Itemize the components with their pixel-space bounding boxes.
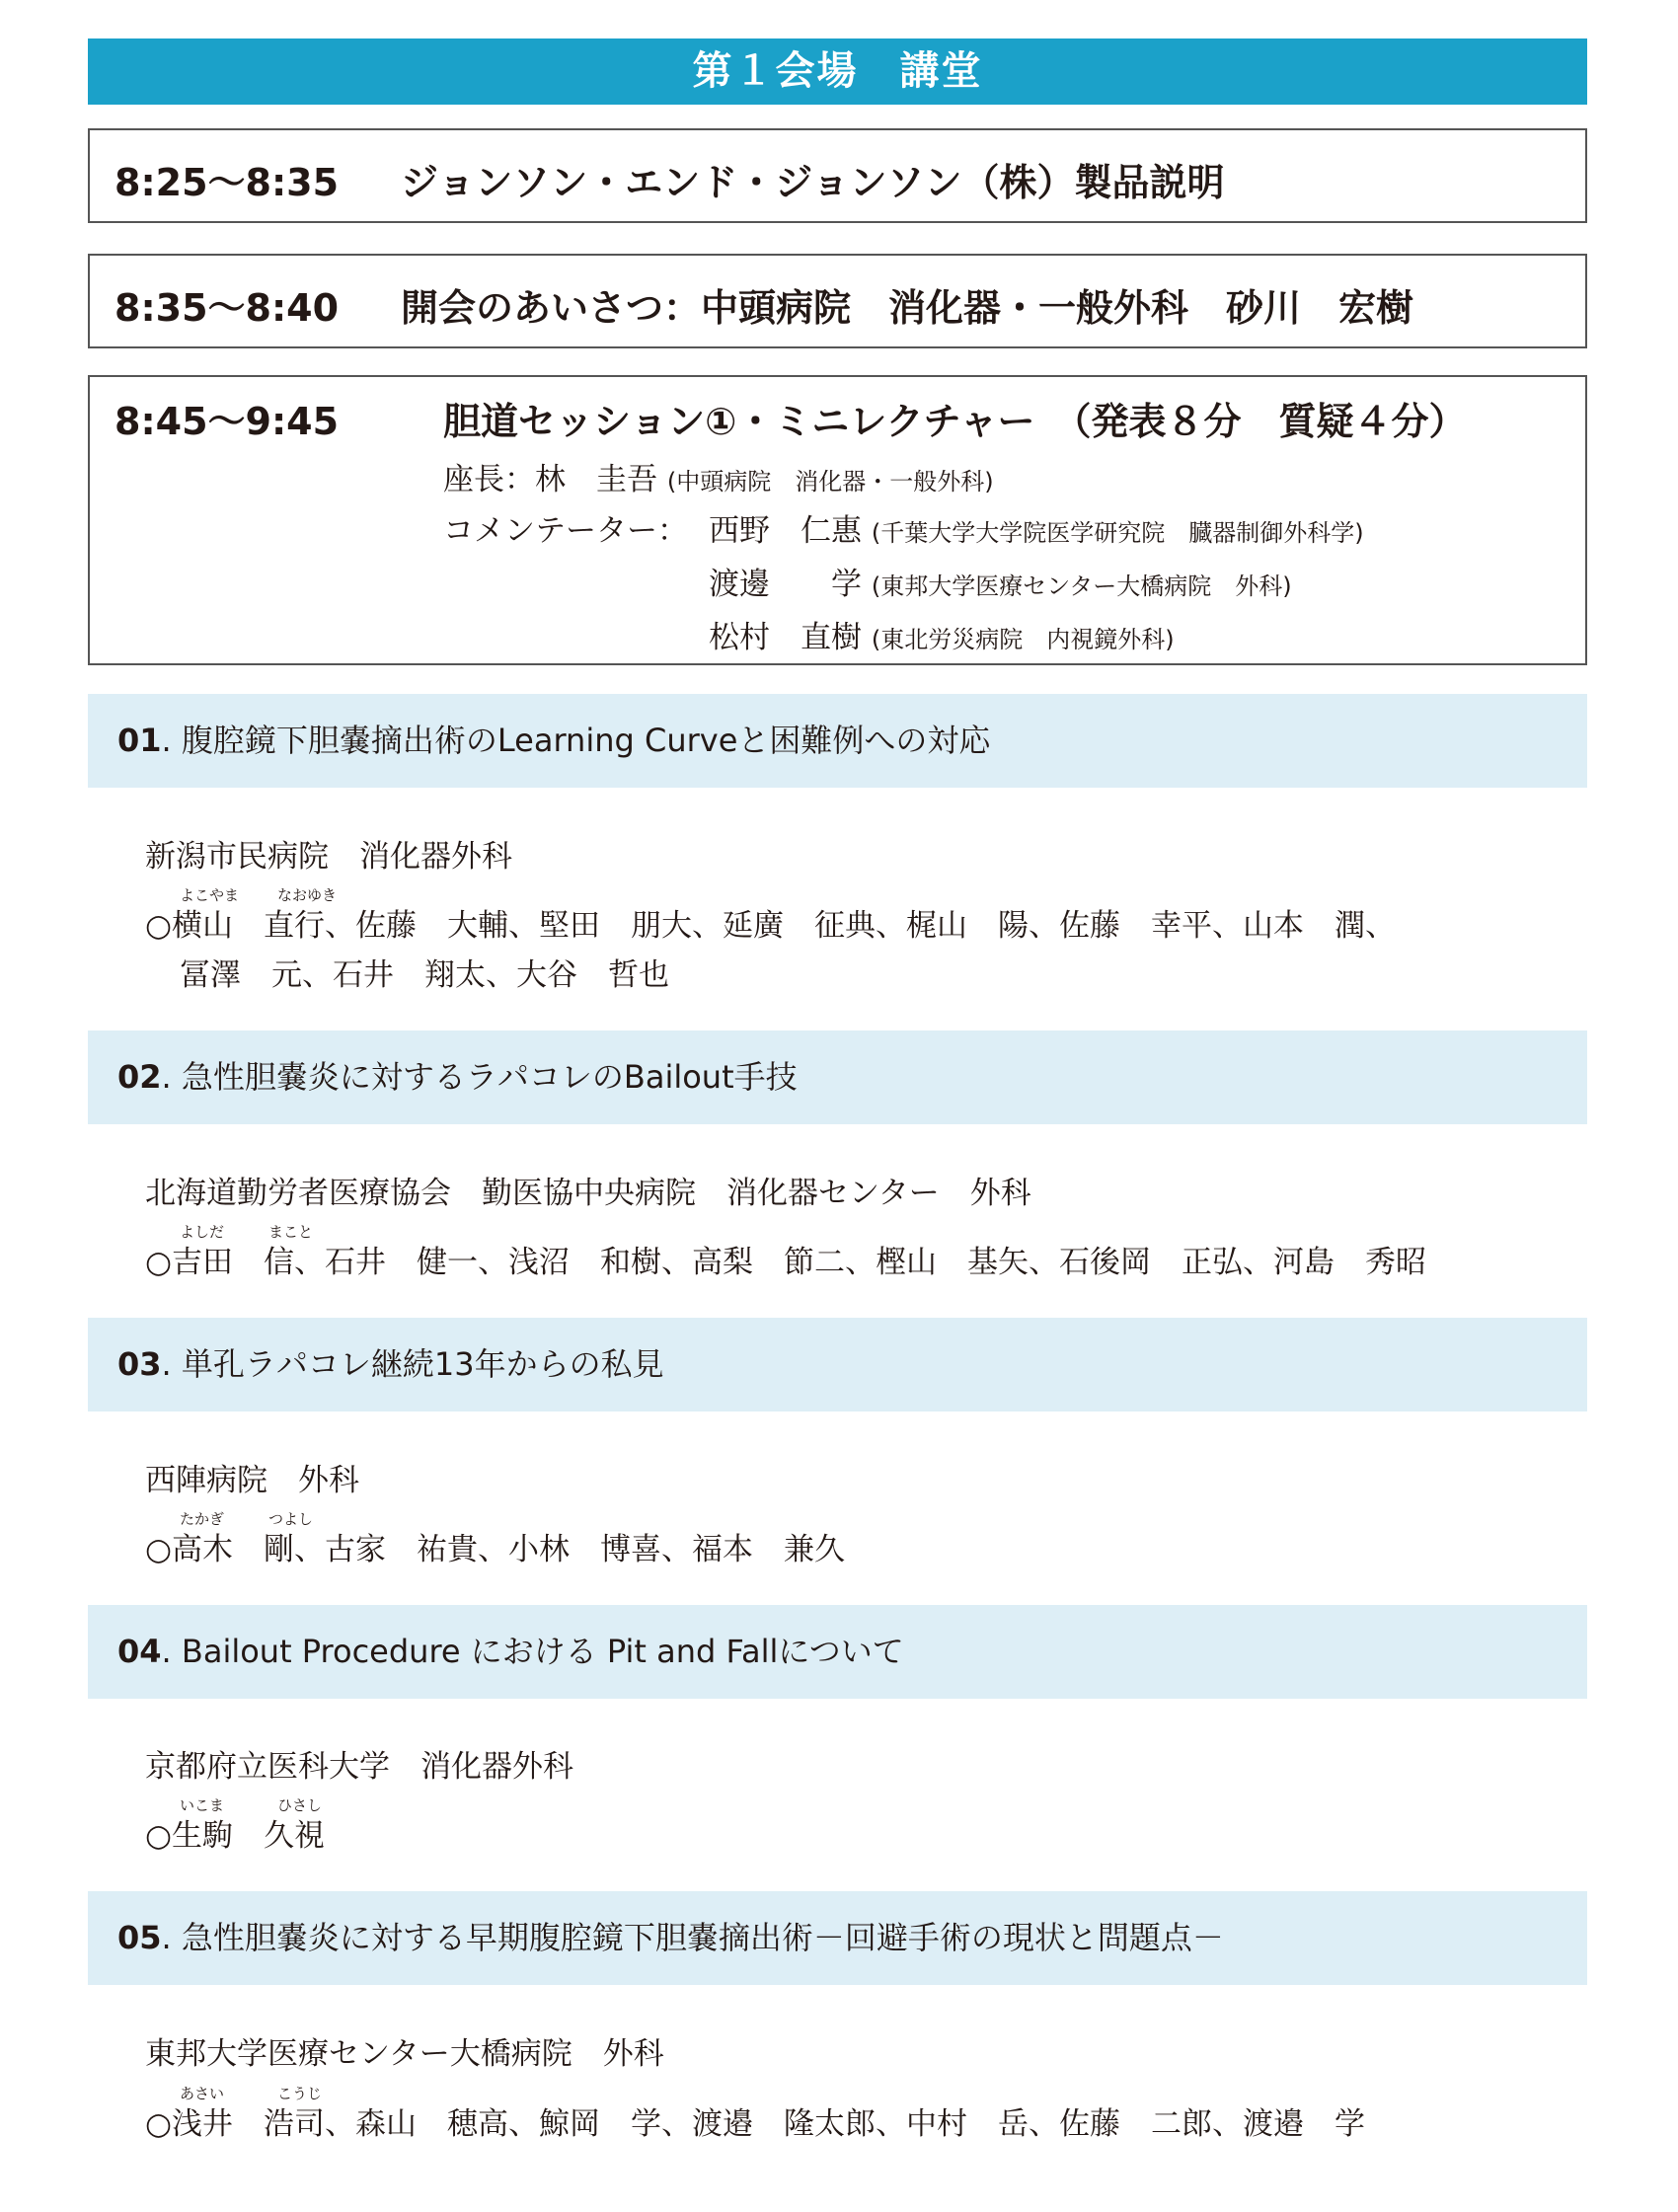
hall-header: 第１会場 講堂	[88, 38, 1587, 105]
talk-institution: 東邦大学医療センター大橋病院 外科	[145, 2036, 664, 2072]
author-ruby: たかぎ	[180, 1510, 225, 1528]
commentator-name: 松村 直樹	[709, 620, 862, 655]
talk-title-bar	[88, 1891, 1587, 1985]
talk-number-dot: .	[161, 1633, 182, 1670]
commentator-row	[709, 612, 1175, 656]
talk-title: 腹腔鏡下胆嚢摘出術のLearning Curveと困難例への対応	[181, 722, 991, 759]
author-ruby: なおゆき	[277, 886, 338, 904]
talk-authors: 冨澤 元、石井 翔太、大谷 哲也	[180, 957, 669, 993]
author-ruby: よこやま	[180, 886, 240, 904]
talk-title-bar	[88, 694, 1587, 788]
talk-institution: 京都府立医科大学 消化器外科	[145, 1749, 573, 1785]
talk-title-bar	[88, 1030, 1587, 1124]
session-box	[88, 375, 1587, 665]
talk-title-bar	[88, 1605, 1587, 1699]
session-chair	[443, 454, 994, 498]
talk-authors: ○横山 直行、佐藤 大輔、堅田 朋大、延廣 征典、梶山 陽、佐藤 幸平、山本 潤、	[145, 908, 1397, 944]
author-ruby: こうじ	[277, 2085, 323, 2102]
schedule-time: 8:25～8:35	[114, 161, 340, 204]
talk-title: Bailout Procedure における Pit and Fallについて	[181, 1633, 904, 1670]
author-ruby: いこま	[180, 1796, 225, 1814]
talk-number-dot: .	[161, 722, 182, 759]
chair-name: 林 圭吾	[535, 462, 657, 497]
commentator-label: コメンテーター：	[443, 513, 688, 549]
talk-authors: ○吉田 信、石井 健一、浅沼 和樹、高梨 節二、樫山 基矢、石後岡 正弘、河島 秀昭	[145, 1245, 1427, 1280]
talk-institution: 西陣病院 外科	[145, 1463, 359, 1498]
commentator-name: 西野 仁惠	[709, 513, 862, 549]
talk-authors: ○高木 剛、古家 祐貴、小林 博喜、福本 兼久	[145, 1532, 846, 1567]
session-title: 胆道セッション①・ミニレクチャー （発表８分 質疑４分）	[443, 400, 1467, 443]
chair-label: 座長：	[443, 462, 535, 497]
talk-title-bar	[88, 1318, 1587, 1411]
schedule-time: 8:35～8:40	[114, 286, 340, 330]
talk-authors: ○浅井 浩司、森山 穂高、鯨岡 学、渡邉 隆太郎、中村 岳、佐藤 二郎、渡邉 学	[145, 2106, 1366, 2142]
talk-title: 単孔ラパコレ継続13年からの私見	[181, 1345, 664, 1383]
talk-authors: ○生駒 久視	[145, 1818, 326, 1854]
commentator-affiliation: (東邦大学医療センター大橋病院 外科)	[871, 572, 1292, 600]
author-ruby: あさい	[180, 2085, 225, 2102]
commentator-row	[709, 559, 1292, 603]
talk-number-dot: .	[161, 1345, 182, 1383]
talk-number: 05	[117, 1919, 162, 1956]
commentator-name: 渡邊 学	[709, 567, 862, 602]
talk-number: 01	[117, 722, 162, 759]
schedule-item-product-talk	[88, 128, 1587, 223]
schedule-text: 開会のあいさつ：中頭病院 消化器・一般外科 砂川 宏樹	[401, 286, 1414, 330]
talk-institution: 北海道勤労者医療協会 勤医協中央病院 消化器センター 外科	[145, 1176, 1031, 1211]
talk-institution: 新潟市民病院 消化器外科	[145, 839, 512, 875]
commentator-row	[709, 505, 1364, 550]
author-ruby: まこと	[268, 1223, 314, 1241]
talk-title: 急性胆嚢炎に対する早期腹腔鏡下胆嚢摘出術－回避手術の現状と問題点－	[181, 1919, 1224, 1956]
talk-number: 03	[117, 1345, 162, 1383]
author-ruby: ひさし	[277, 1796, 323, 1814]
talk-number: 02	[117, 1058, 162, 1096]
talk-title: 急性胆嚢炎に対するラパコレのBailout手技	[181, 1058, 798, 1096]
session-time: 8:45～9:45	[114, 400, 340, 443]
author-ruby: つよし	[268, 1510, 314, 1528]
commentator-affiliation: (千葉大学大学院医学研究院 臓器制御外科学)	[871, 519, 1364, 547]
schedule-text: ジョンソン・エンド・ジョンソン（株）製品説明	[401, 161, 1225, 204]
author-ruby: よしだ	[180, 1223, 225, 1241]
commentator-affiliation: (東北労災病院 内視鏡外科)	[871, 626, 1175, 653]
schedule-item-opening	[88, 254, 1587, 348]
talk-number-dot: .	[161, 1058, 182, 1096]
talk-number-dot: .	[161, 1919, 182, 1956]
chair-affiliation: (中頭病院 消化器・一般外科)	[666, 468, 994, 496]
talk-number: 04	[117, 1633, 162, 1670]
